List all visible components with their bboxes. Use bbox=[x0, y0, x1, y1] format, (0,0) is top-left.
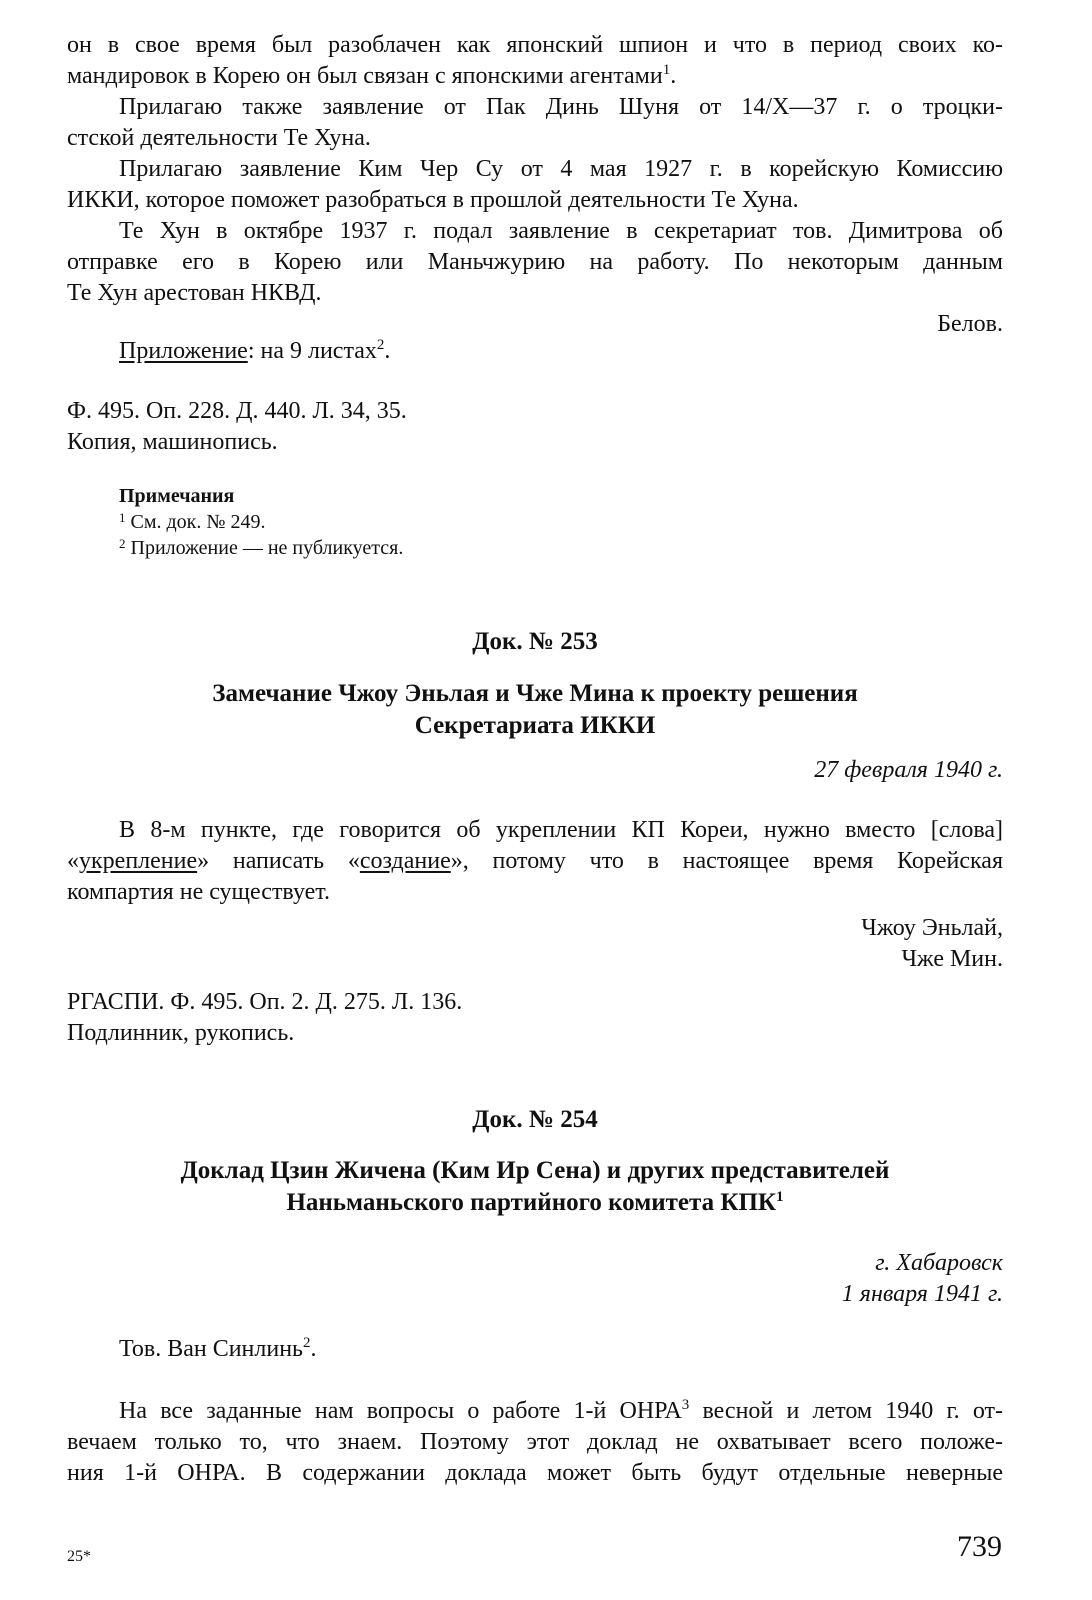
note-item: $^2$ Приложение — не публикуется. bbox=[119, 536, 404, 559]
text-line: Те Хун арестован НКВД. bbox=[67, 280, 322, 306]
continued-letter bbox=[67, 30, 1003, 309]
doc253-date: 27 февраля 1940 г. bbox=[814, 757, 1003, 783]
doc253-body bbox=[67, 815, 1003, 908]
doc253-signatures: Чжоу Эньлай, Чже Мин. bbox=[861, 915, 1003, 972]
text-line: В 8-м пункте, где говорится об укреплении КП Кореи, нужно вместо [слова] bbox=[119, 817, 1003, 843]
doc253-title: Замечание Чжоу Эньлая и Чже Мина к проекту решения Секретариата ИККИ bbox=[212, 680, 858, 739]
doc254-body bbox=[67, 1396, 1003, 1489]
notes-block bbox=[67, 483, 1003, 561]
text-line: ния 1-й ОНРА. В содержании доклада может быть будут отдельные неверные bbox=[67, 1460, 1003, 1486]
text-line: отправке его в Корею или Маньчжурию на работу. По некоторым данным bbox=[67, 249, 1003, 275]
text-line: Те Хун в октябре 1937 г. подал заявление в секретариат тов. Димитрова об bbox=[119, 218, 1003, 244]
doc254-addressee: Тов. Ван Синлинь$^2$. bbox=[119, 1335, 317, 1362]
page-number: 739 bbox=[957, 1530, 1002, 1563]
notes-title: Примечания bbox=[119, 485, 235, 507]
text-line: ИККИ, которое поможет разобраться в прошлой деятельности Те Хуна. bbox=[67, 187, 799, 213]
archive-source: Ф. 495. Оп. 228. Д. 440. Л. 34, 35. Копия, машинопись. bbox=[67, 398, 407, 455]
doc253-number: Док. № 253 bbox=[472, 628, 598, 655]
doc254-place-date: г. Хабаровск 1 января 1941 г. bbox=[841, 1250, 1003, 1307]
attachment-label: Приложение bbox=[119, 338, 248, 364]
doc254-title: Доклад Цзин Жичена (Ким Ир Сена) и других представителей Наньманьского партийного комитета КПК$^1$ bbox=[180, 1157, 890, 1216]
footnote-ref: 1 bbox=[776, 1189, 784, 1205]
text-line: На все заданные нам вопросы о работе 1-й ОНРА$^3$ весной и летом 1940 г. от- bbox=[119, 1397, 1003, 1424]
text-line: вечаем только то, что знаем. Поэтому этот доклад не охватывает всего положе- bbox=[67, 1429, 1003, 1455]
footnote-ref: 2 bbox=[376, 337, 385, 353]
text-line: стской деятельности Те Хуна. bbox=[67, 125, 371, 151]
note-item: $^1$ См. док. № 249. bbox=[119, 510, 266, 533]
printer-signature-mark: 25* bbox=[67, 1548, 91, 1565]
text-line: Прилагаю также заявление от Пак Динь Шуня от 14/X—37 г. о троцки- bbox=[119, 94, 1003, 120]
text-line: Прилагаю заявление Ким Чер Су от 4 мая 1927 г. в корейскую Комиссию bbox=[119, 156, 1003, 182]
doc253-source: РГАСПИ. Ф. 495. Оп. 2. Д. 275. Л. 136. Подлинник, рукопись. bbox=[67, 989, 463, 1046]
text-line: «укрепление» написать «создание», потому что в настоящее время Корейская bbox=[67, 848, 1003, 874]
text-line: мандировок в Корею он был связан с японскими агентами$^1$. bbox=[67, 62, 677, 89]
footnote-ref: 2 bbox=[303, 1335, 311, 1351]
doc254-number: Док. № 254 bbox=[472, 1106, 598, 1133]
text-line: он в свое время был разоблачен как японский шпион и что в период своих ко- bbox=[67, 32, 1003, 58]
attachment-line: Приложение: на 9 листах$^2$. bbox=[119, 337, 391, 364]
signature-belov: Белов. bbox=[937, 311, 1003, 337]
footnote-ref: 1 bbox=[662, 62, 671, 78]
text-line: компартия не существует. bbox=[67, 879, 330, 905]
